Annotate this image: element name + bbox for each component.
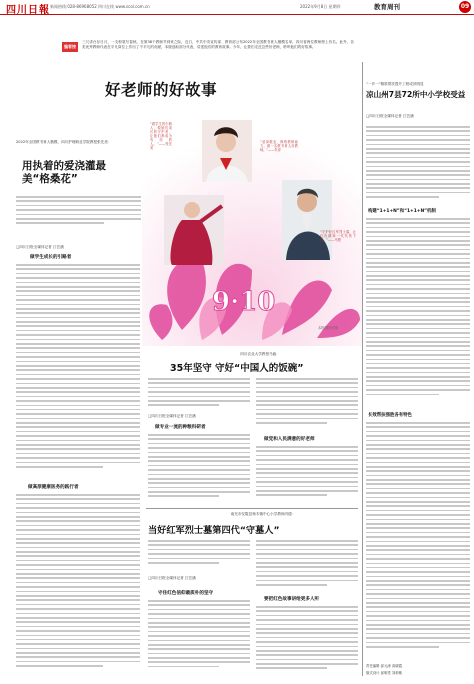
- story4-body-a: [366, 126, 470, 202]
- photo-credit: 本报制图/朱顺: [318, 326, 339, 330]
- story1-body-part2: [16, 494, 140, 674]
- story2-sub2: 做党和人民满意的好老师: [264, 437, 315, 442]
- story1-body-part1: [16, 264, 140, 479]
- issue-date: 2022年9月8日 星期四: [300, 4, 341, 9]
- story2-byline: □四川日报全媒体记者 江芸涵: [148, 414, 196, 418]
- story2-sub1: 做专业一流的种粮科研者: [155, 425, 206, 430]
- story3-kicker: 南充市仪陇县杨木镇中心小学教师冯德：: [230, 512, 296, 516]
- story4-kicker: “一乡一”精准帮扶提升工程成效明显: [366, 82, 424, 86]
- story2-body-b: [256, 378, 358, 432]
- story3-lead: [148, 540, 250, 570]
- story2-title: 35年坚守 守好“中国人的饭碗”: [170, 363, 304, 374]
- quote-box-2: “爱岗敬业，修炼教研能力，做一名教书育人好教师。”——朱泽: [260, 140, 298, 152]
- story1-sub1: 做学生成长的引路者: [30, 255, 72, 260]
- story4-title: 凉山州7县72所中小学校受益: [366, 90, 466, 99]
- teachers-day-graphic: 9·10: [212, 287, 276, 317]
- story3-body-a: [148, 600, 250, 674]
- story1-title: 用执着的爱浇灌最美“格桑花”: [22, 160, 106, 185]
- masthead: [0, 0, 474, 15]
- editor-note-tag: 编者按: [62, 42, 78, 52]
- contact-info: 新闻热线:028-86968052 四川在线 www.scol.com.cn: [50, 4, 150, 9]
- story3-sub2: 要把红色故事讲给更多人听: [264, 597, 320, 602]
- story2-kicker: 四川农业大学教授马毅：: [240, 352, 280, 356]
- story2-lead: [148, 378, 250, 412]
- newspaper-logo: 四川日報: [6, 5, 50, 16]
- story4-byline: □四川日报全媒体记者 江芸涵: [366, 114, 414, 118]
- teacher-photo-2: [164, 195, 224, 265]
- story1-lead: [16, 196, 141, 238]
- story1-byline: □四川日报全媒体记者 江芸涵: [16, 245, 64, 249]
- story4-sub1: 构建“1+1+N”和“1+1+N”机制: [368, 209, 436, 214]
- banner-title: 好老师的好故事: [105, 80, 218, 99]
- footer-editor: 责任编辑 邱元涛 高晓霞: [366, 664, 403, 668]
- column-divider: [362, 62, 363, 676]
- page-number: 09: [459, 1, 471, 13]
- teacher-photo-collage: [142, 110, 362, 346]
- story1-sub2: 做高原健康医务的践行者: [28, 485, 79, 490]
- story4-sub2: 长效帮扶强胜各有特色: [368, 413, 412, 418]
- story2-body-a: [148, 434, 250, 504]
- story3-title: 当好红军烈士墓第四代“守墓人”: [148, 525, 280, 536]
- story3-divider: [146, 508, 358, 509]
- footer-design: 版式设计 邱明堂 刘莉敏: [366, 671, 403, 675]
- story3-sub1: 守住红色信仰最质朴的坚守: [158, 591, 214, 596]
- editor-note: 三尺讲台存日月，一支粉笔写春秋。在第38个教师节到来之际，近日，中共中央宣传部、教育部公布2022年全国教书育人楷模名单，四川省两位教师榜上有名。此外，各类优秀教师代表在平凡岗位上作出了不平凡的贡献，本版选取部分代表，讲述他们的教育故事。今年，让我们走近这些好老师，聆听他们的好故事。: [82, 40, 354, 49]
- story1-kicker: 2022年全国教书育人楷模、四川护理职业学院教授张先美：: [16, 140, 112, 144]
- quote-box-3: “守护好红军烈士墓，让红色精神一代代传下去。”——马骏: [320, 230, 356, 242]
- teacher-photo-1: [202, 120, 252, 182]
- quote-box-1: “做学生的引路人，做她们成长的守护者，让她们都成为有用的人。”——张先美: [150, 122, 172, 150]
- section-name: 教育周刊: [374, 3, 400, 11]
- story3-body-c: [256, 606, 358, 674]
- story3-body-b: [256, 540, 358, 592]
- story3-byline: □四川日报全媒体记者 江芸涵: [148, 576, 196, 580]
- story2-body-c: [256, 446, 358, 504]
- story4-body-b: [366, 218, 470, 406]
- story4-body-c: [366, 422, 470, 662]
